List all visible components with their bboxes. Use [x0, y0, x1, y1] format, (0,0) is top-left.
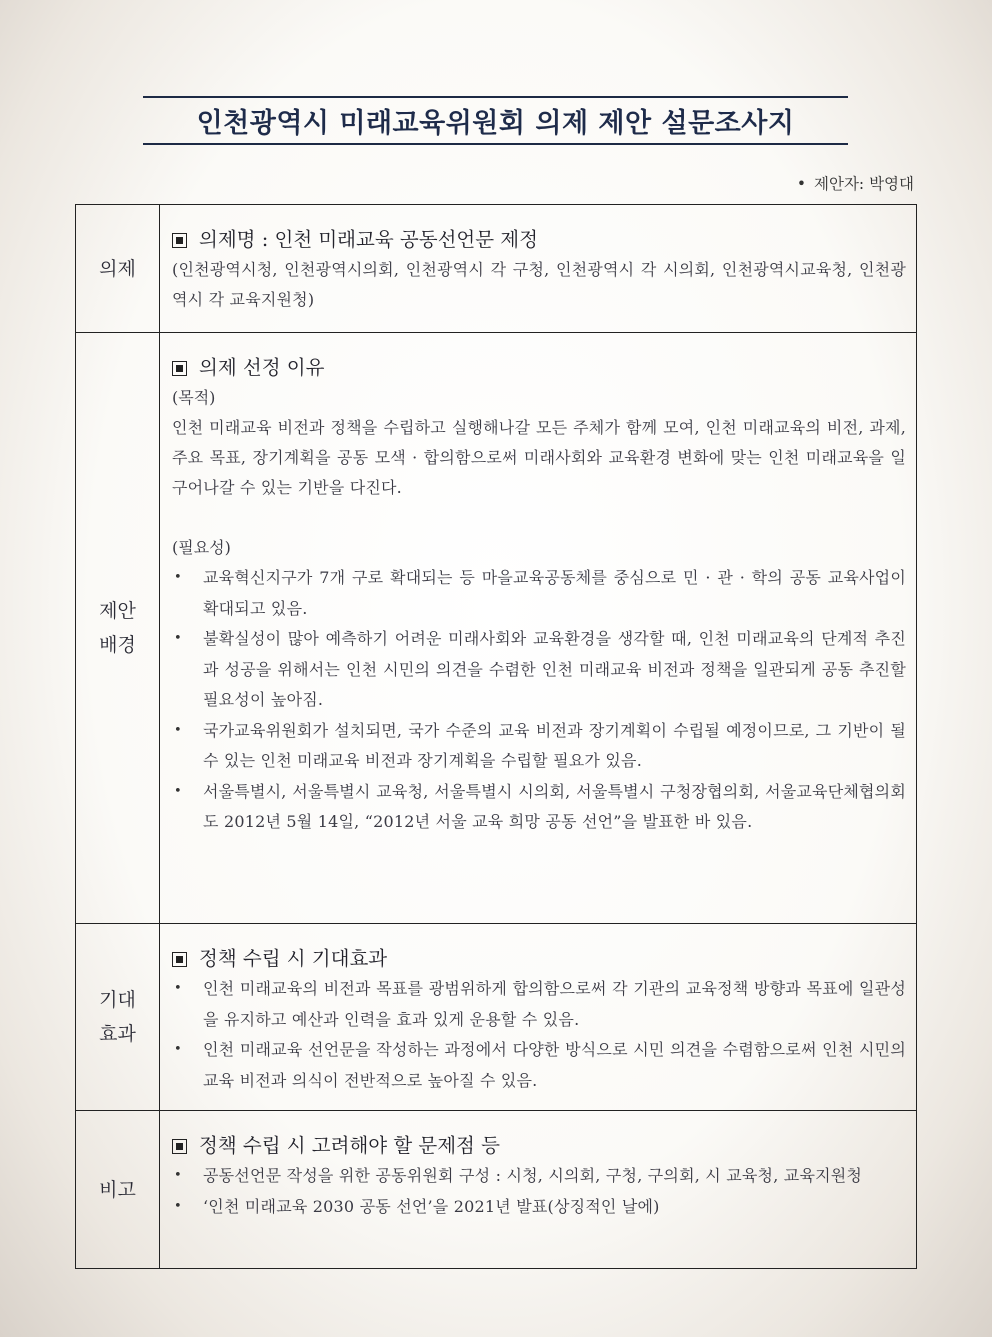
proposer-line	[797, 172, 914, 194]
effect-heading: 정책 수립 시 기대효과	[172, 944, 906, 974]
row-agenda	[76, 205, 917, 333]
background-heading: 의제 선정 이유	[172, 353, 906, 383]
list-item: • 인천 미래교육의 비전과 목표를 광범위하게 합의함으로써 각 기관의 교육정책 방향과 목표에 일관성을 유지하고 예산과 인력을 효과 있게 운용할 수 있음.	[172, 974, 906, 1035]
bullet-icon: •	[174, 1198, 182, 1214]
bullet-icon: •	[174, 570, 182, 585]
remarks-list	[172, 1161, 906, 1222]
filled-square-icon	[172, 952, 187, 967]
title-frame	[143, 96, 848, 145]
bullet-icon: •	[174, 631, 182, 646]
content-background	[160, 333, 917, 924]
bullet-icon: •	[174, 783, 182, 799]
proposer-text: 제안자: 박영대	[814, 175, 914, 193]
necessity-label: (필요성)	[172, 538, 231, 557]
bullet-icon: •	[796, 175, 806, 193]
list-item: • 인천 미래교육 선언문을 작성하는 과정에서 다양한 방식으로 시민 의견을 수렴함으로써 인천 시민의 교육 비전과 의식이 전반적으로 높아질 수 있음.	[172, 1035, 906, 1096]
agenda-heading: 의제명 : 인천 미래교육 공동선언문 제정	[172, 225, 906, 255]
row-effect	[76, 924, 917, 1111]
row-background	[76, 333, 917, 924]
content-effect	[160, 924, 917, 1111]
purpose-label: (목적)	[172, 388, 216, 407]
necessity-list	[172, 563, 906, 838]
filled-square-icon	[172, 361, 187, 376]
label-remarks: 비고	[76, 1111, 160, 1269]
label-agenda: 의제	[76, 205, 160, 333]
page-title: 인천광역시 미래교육위원회 의제 제안 설문조사지	[196, 108, 795, 139]
row-remarks	[76, 1111, 917, 1269]
list-item: • ‘인천 미래교육 2030 공동 선언’을 2021년 발표(상징적인 날에)	[172, 1192, 906, 1223]
bullet-icon: •	[174, 981, 182, 996]
agenda-text: (인천광역시청, 인천광역시의회, 인천광역시 각 구청, 인천광역시 각 시의회, 인천광역시교육청, 인천광역시 각 교육지원청)	[172, 260, 906, 309]
bullet-icon: •	[174, 722, 182, 738]
effect-list	[172, 974, 906, 1096]
filled-square-icon	[172, 233, 187, 248]
purpose-text: 인천 미래교육 비전과 정책을 수립하고 실행해나갈 모든 주체가 함께 모여, 인천 미래교육의 비전, 과제, 주요 목표, 장기계획을 공동 모색 · 합의함으로써 미래사회와 교육환경 변화에 맞는 인천 미래교육을 일구어나갈 수 있는 기반을 다진다.	[172, 418, 906, 497]
survey-table	[75, 204, 917, 1269]
bullet-icon: •	[174, 1042, 182, 1057]
bullet-icon: •	[174, 1168, 182, 1183]
label-background: 제안 배경	[76, 333, 160, 924]
remarks-heading: 정책 수립 시 고려해야 할 문제점 등	[172, 1131, 906, 1161]
label-effect: 기대 효과	[76, 924, 160, 1111]
list-item: • 교육혁신지구가 7개 구로 확대되는 등 마을교육공동체를 중심으로 민 · 관 · 학의 공동 교육사업이 확대되고 있음.	[172, 563, 906, 624]
list-item: • 국가교육위원회가 설치되면, 국가 수준의 교육 비전과 장기계획이 수립될 예정이므로, 그 기반이 될 수 있는 인천 미래교육 비전과 장기계획을 수립할 필요가 있음.	[172, 716, 906, 777]
list-item: • 서울특별시, 서울특별시 교육청, 서울특별시 시의회, 서울특별시 구청장협의회, 서울교육단체협의회도 2012년 5월 14일, “2012년 서울 교육 희망 공동 선언”을 발표한 바 있음.	[172, 777, 906, 838]
content-remarks	[160, 1111, 917, 1269]
list-item: • 불확실성이 많아 예측하기 어려운 미래사회와 교육환경을 생각할 때, 인천 미래교육의 단계적 추진과 성공을 위해서는 인천 시민의 의견을 수렴한 인천 미래교육 비전과 정책을 일관되게 공동 추진할 필요성이 높아짐.	[172, 624, 906, 716]
filled-square-icon	[172, 1139, 187, 1154]
list-item: • 공동선언문 작성을 위한 공동위원회 구성 : 시청, 시의회, 구청, 구의회, 시 교육청, 교육지원청	[172, 1161, 906, 1192]
content-agenda	[160, 205, 917, 333]
